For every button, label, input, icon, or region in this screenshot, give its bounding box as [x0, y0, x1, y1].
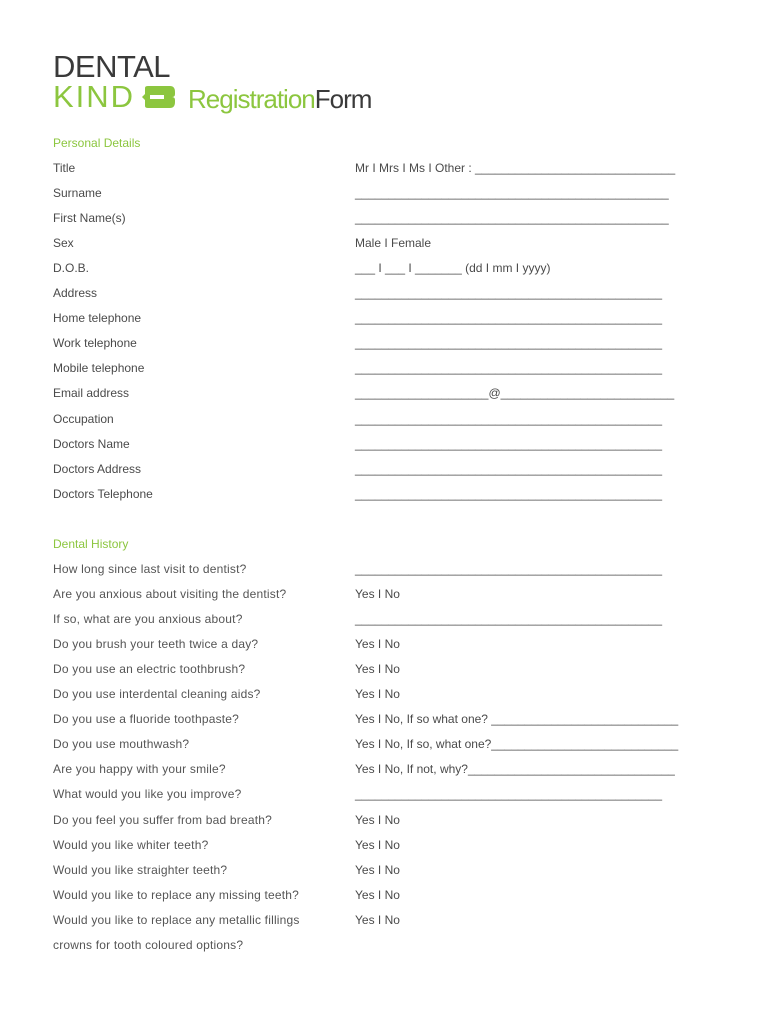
field-label: Are you happy with your smile?	[53, 762, 226, 777]
answer-field[interactable]: _______________________________________________	[355, 211, 669, 226]
answer-field[interactable]: ______________________________________________	[355, 286, 662, 301]
field-label: If so, what are you anxious about?	[53, 612, 243, 627]
field-label: Email address	[53, 386, 130, 401]
dental-history-heading: Dental History	[53, 537, 129, 551]
answer-field[interactable]: ___ I ___ I _______ (dd I mm I yyyy)	[355, 261, 551, 276]
answer-field[interactable]: ______________________________________________	[355, 336, 662, 351]
field-label: crowns for tooth coloured options?	[53, 937, 244, 952]
logo-dental-text: DENTAL	[53, 49, 171, 84]
answer-field[interactable]: Yes I No, If so, what one?____________________________	[355, 737, 679, 752]
field-label: Would you like straighter teeth?	[53, 862, 228, 877]
field-label: Do you brush your teeth twice a day?	[53, 637, 259, 652]
field-label: Would you like to replace any missing teeth?	[53, 887, 300, 902]
form-row	[53, 612, 723, 632]
form-row	[53, 487, 723, 507]
answer-field[interactable]: ______________________________________________	[355, 411, 662, 426]
form-row	[53, 838, 723, 858]
tooth-icon	[142, 86, 176, 108]
form-row	[53, 938, 723, 958]
form-row	[53, 712, 723, 732]
field-label: Address	[53, 286, 98, 301]
answer-field[interactable]: Male I Female	[355, 236, 432, 251]
field-label: Home telephone	[53, 311, 142, 326]
field-label: Do you use an electric toothbrush?	[53, 662, 246, 677]
answer-field[interactable]: Yes I No	[355, 587, 400, 602]
answer-field[interactable]: _______________________________________________	[355, 186, 669, 201]
answer-field[interactable]: ______________________________________________	[355, 486, 662, 501]
answer-field[interactable]: ______________________________________________	[355, 436, 662, 451]
field-label: What would you like you improve?	[53, 787, 242, 802]
form-row	[53, 637, 723, 657]
field-label: Occupation	[53, 411, 114, 426]
answer-field[interactable]: Yes I No, If not, why?_______________________________	[355, 762, 675, 777]
form-row	[53, 462, 723, 482]
field-label: Doctors Telephone	[53, 486, 153, 501]
answer-field[interactable]: Yes I No	[355, 687, 400, 702]
form-row	[53, 913, 723, 933]
field-label: Would you like whiter teeth?	[53, 837, 209, 852]
form-row	[53, 562, 723, 582]
form-row	[53, 336, 723, 356]
field-label: First Name(s)	[53, 211, 126, 226]
form-row	[53, 813, 723, 833]
field-label: Do you feel you suffer from bad breath?	[53, 812, 273, 827]
personal-details-heading: Personal Details	[53, 136, 141, 150]
form-row	[53, 888, 723, 908]
field-label: Do you use a fluoride toothpaste?	[53, 712, 240, 727]
answer-field[interactable]: ______________________________________________	[355, 461, 662, 476]
form-row	[53, 186, 723, 206]
form-row	[53, 863, 723, 883]
logo-kind-text: KIND	[53, 79, 136, 114]
answer-field[interactable]: Mr I Mrs I Ms I Other : ______________________________	[355, 161, 676, 175]
form-row	[53, 311, 723, 331]
answer-field[interactable]: Yes I No	[355, 887, 400, 902]
form-row	[53, 286, 723, 306]
field-label: Sex	[53, 236, 74, 251]
form-row	[53, 211, 723, 231]
form-row	[53, 762, 723, 782]
form-row	[53, 437, 723, 457]
answer-field[interactable]: Yes I No	[355, 837, 400, 852]
answer-field[interactable]: ______________________________________________	[355, 612, 662, 627]
field-label: Doctors Address	[53, 461, 142, 476]
form-row	[53, 412, 723, 432]
logo	[53, 49, 372, 114]
field-label: Mobile telephone	[53, 361, 145, 376]
form-title-form: Form	[314, 84, 372, 114]
field-label: How long since last visit to dentist?	[53, 562, 247, 576]
form-row	[53, 161, 723, 181]
form-row	[53, 687, 723, 707]
logo-bottom-line	[53, 79, 372, 114]
answer-field[interactable]: Yes I No	[355, 912, 400, 927]
answer-field[interactable]: Yes I No, If so what one? ____________________________	[355, 712, 679, 727]
form-title-registration: Registration	[188, 84, 315, 114]
answer-field[interactable]: ______________________________________________	[355, 311, 662, 326]
field-label: Work telephone	[53, 336, 137, 351]
field-label: D.O.B.	[53, 261, 90, 276]
form-row	[53, 261, 723, 281]
field-label: Do you use interdental cleaning aids?	[53, 687, 261, 702]
field-label: Would you like to replace any metallic fillings	[53, 912, 300, 927]
field-label: Doctors Name	[53, 436, 130, 451]
form-title	[188, 84, 371, 114]
form-row	[53, 662, 723, 682]
form-row	[53, 587, 723, 607]
form-row	[53, 361, 723, 381]
form-row	[53, 236, 723, 256]
field-label: Do you use mouthwash?	[53, 737, 190, 752]
form-row	[53, 386, 723, 406]
field-label: Surname	[53, 186, 102, 201]
answer-field[interactable]: ______________________________________________	[355, 787, 662, 802]
field-label: Title	[53, 161, 76, 175]
answer-field[interactable]: ______________________________________________	[355, 562, 662, 576]
answer-field[interactable]: ____________________@__________________________	[355, 386, 675, 401]
form-row	[53, 737, 723, 757]
answer-field[interactable]: Yes I No	[355, 662, 400, 677]
answer-field[interactable]: Yes I No	[355, 812, 400, 827]
field-label: Are you anxious about visiting the dentist?	[53, 587, 287, 602]
form-row	[53, 787, 723, 807]
answer-field[interactable]: Yes I No	[355, 862, 400, 877]
answer-field[interactable]: Yes I No	[355, 637, 400, 652]
answer-field[interactable]: ______________________________________________	[355, 361, 662, 376]
